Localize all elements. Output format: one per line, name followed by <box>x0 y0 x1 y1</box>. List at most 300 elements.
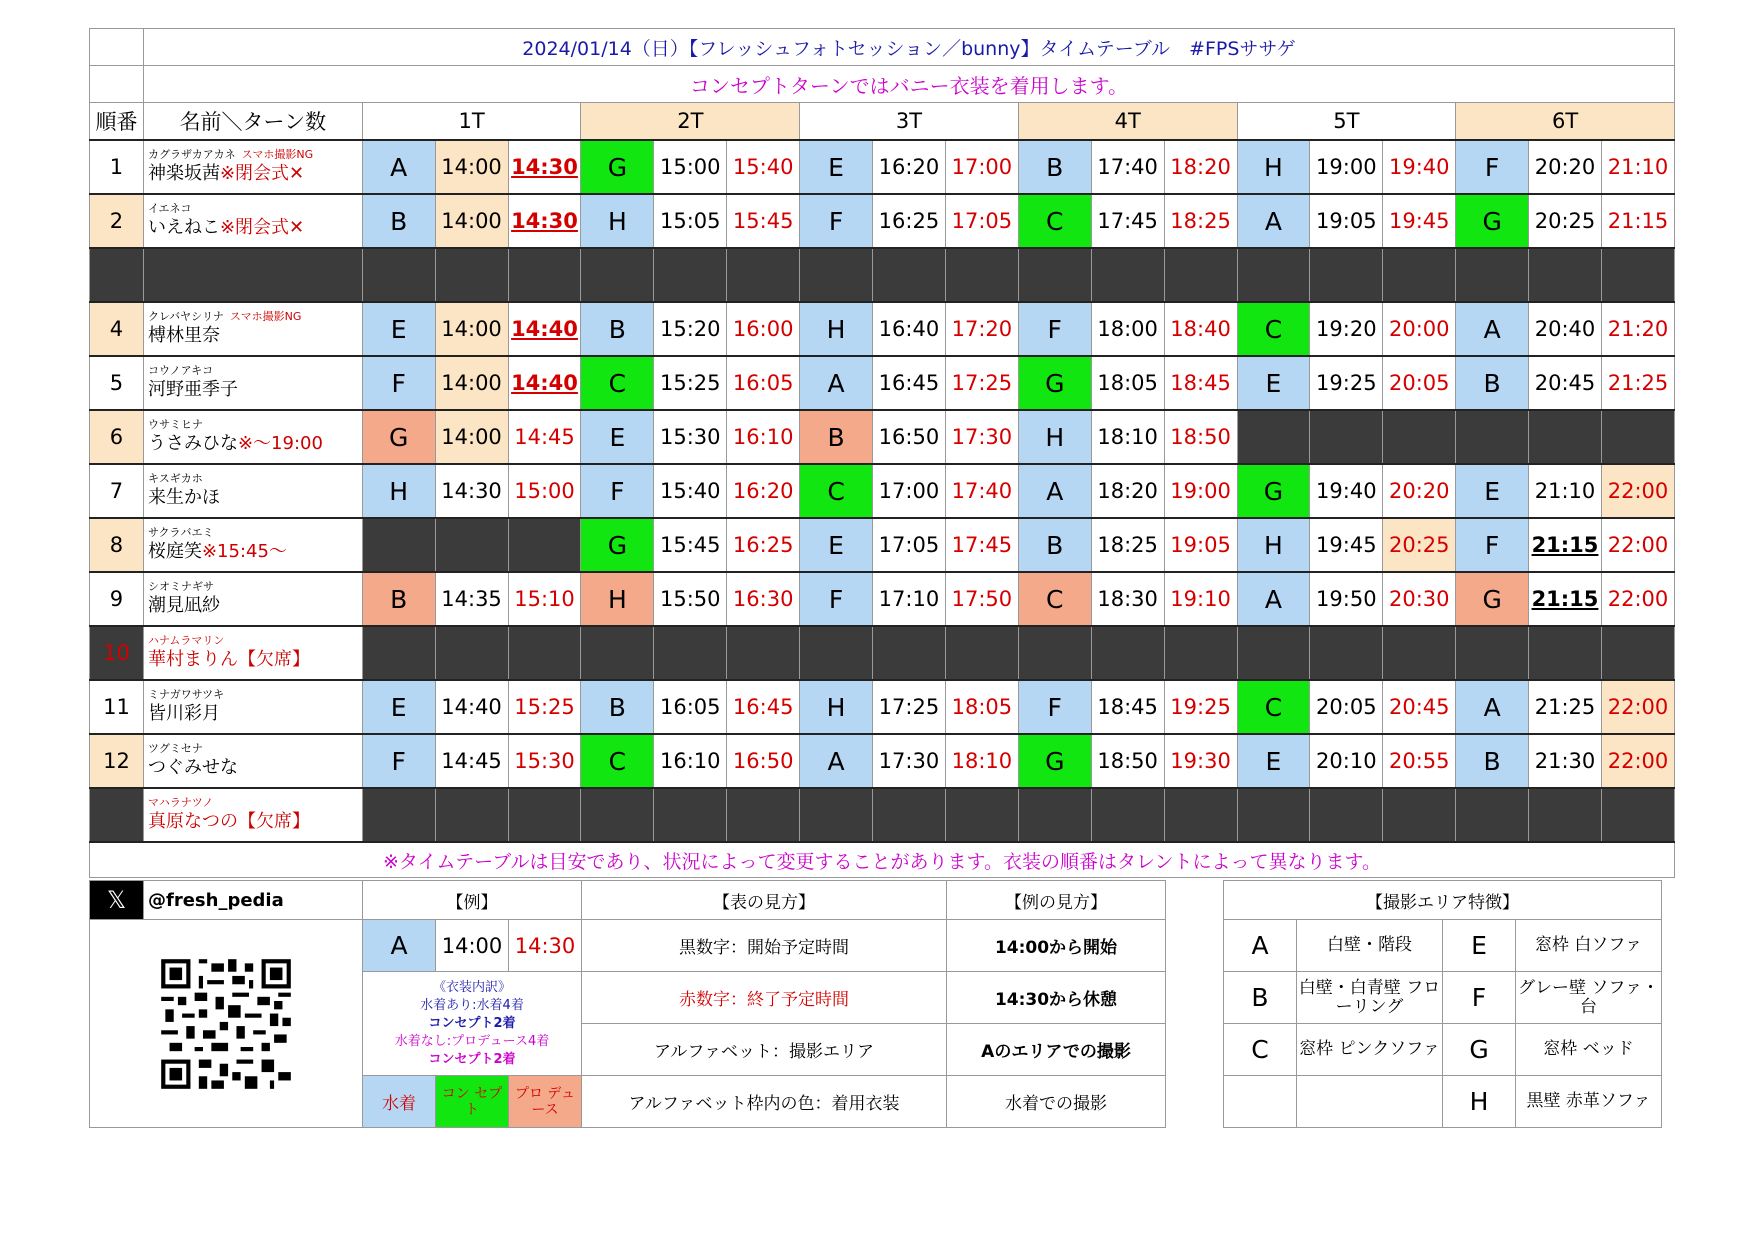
end-time: 19:30 <box>1164 734 1237 788</box>
end-time: 17:20 <box>945 302 1018 356</box>
example-end-time: 14:30 <box>509 920 582 972</box>
start-time: 20:40 <box>1529 302 1602 356</box>
start-time: 14:30 <box>435 464 508 518</box>
start-time: 20:20 <box>1529 140 1602 194</box>
example-howto-end: 14:30から休憩 <box>947 972 1166 1024</box>
end-time: 15:25 <box>508 680 581 734</box>
end-time: 20:25 <box>1383 518 1456 572</box>
area-letter: G <box>581 518 654 572</box>
howto-area: アルファベット：撮影エリア <box>582 1024 947 1076</box>
area-letter: H <box>1443 1076 1516 1128</box>
end-time: 17:30 <box>945 410 1018 464</box>
kana-text: ツグミセナ <box>147 742 203 755</box>
end-time: 18:05 <box>945 680 1018 734</box>
turn-header: 1T <box>362 103 581 141</box>
name-text: うさみひな <box>147 433 238 454</box>
smartphone-ng-badge: スマホ撮影NG <box>241 148 314 161</box>
empty-slot <box>1018 626 1091 680</box>
performer-name <box>148 810 362 834</box>
start-time: 21:25 <box>1529 680 1602 734</box>
area-letter: B <box>581 302 654 356</box>
empty-slot <box>1601 410 1674 464</box>
name-text: 榑林里奈 <box>147 325 220 346</box>
start-time: 18:00 <box>1091 302 1164 356</box>
start-time: 16:10 <box>654 734 727 788</box>
area-letter: G <box>581 140 654 194</box>
empty-slot <box>1164 626 1237 680</box>
performer-name <box>148 702 362 726</box>
swatch-produce: プロ デュース <box>509 1076 582 1128</box>
performer-name <box>148 162 362 186</box>
empty-row-cell <box>1529 248 1602 302</box>
kana-text: マハラナツノ <box>147 796 214 809</box>
end-time: 19:40 <box>1383 140 1456 194</box>
start-time: 18:30 <box>1091 572 1164 626</box>
area-letter: A <box>800 734 873 788</box>
kana-text: ウサミヒナ <box>147 418 203 431</box>
table-row <box>90 464 1675 518</box>
performer-name <box>148 540 362 564</box>
area-letter: F <box>1456 140 1529 194</box>
empty-slot <box>1383 788 1456 842</box>
name-text: 河野亜季子 <box>147 379 238 400</box>
swatch-concept: コン セプト <box>436 1076 509 1128</box>
kana-text: サクラバエミ <box>147 526 214 539</box>
empty-slot <box>581 626 654 680</box>
area-letter: C <box>1018 194 1091 248</box>
start-time: 16:40 <box>872 302 945 356</box>
end-time: 15:45 <box>727 194 800 248</box>
example-header: 【例】 <box>363 881 582 920</box>
end-time: 21:15 <box>1601 194 1674 248</box>
empty-slot <box>1018 788 1091 842</box>
area-letter: A <box>362 140 435 194</box>
performer-name-cell <box>143 626 362 680</box>
start-time: 21:30 <box>1529 734 1602 788</box>
end-time: 15:30 <box>508 734 581 788</box>
area-letter: G <box>362 410 435 464</box>
footnote: ※タイムテーブルは目安であり、状況によって変更することがあります。衣装の順番はタレントによって異なります。 <box>90 842 1675 878</box>
name-text: つぐみせな <box>147 757 238 778</box>
name-kana <box>148 634 362 648</box>
empty-slot <box>654 788 727 842</box>
end-time: 14:30 <box>508 140 581 194</box>
empty-slot <box>1456 410 1529 464</box>
performer-name-cell <box>143 302 362 356</box>
kana-text: キスギカホ <box>147 472 203 485</box>
end-time: 19:25 <box>1164 680 1237 734</box>
area-letter: G <box>1456 572 1529 626</box>
row-number: 12 <box>90 734 144 788</box>
start-time: 16:20 <box>872 140 945 194</box>
start-time: 14:00 <box>435 302 508 356</box>
empty-row-cell <box>143 248 362 302</box>
area-desc: 窓枠 ベッド <box>1516 1024 1662 1076</box>
end-time: 16:25 <box>727 518 800 572</box>
empty-row-cell <box>872 248 945 302</box>
start-time: 14:00 <box>435 410 508 464</box>
kana-text: シオミナギサ <box>147 580 214 593</box>
end-time: 16:45 <box>727 680 800 734</box>
start-time: 19:00 <box>1310 140 1383 194</box>
row-number: 4 <box>90 302 144 356</box>
name-text: 桜庭笑 <box>147 541 202 562</box>
end-time: 20:45 <box>1383 680 1456 734</box>
start-time: 15:20 <box>654 302 727 356</box>
empty-slot <box>362 626 435 680</box>
area-letter: H <box>800 680 873 734</box>
start-time: 18:45 <box>1091 680 1164 734</box>
start-time: 17:45 <box>1091 194 1164 248</box>
x-logo-icon: 𝕏 <box>90 881 144 920</box>
area-letter: B <box>1456 356 1529 410</box>
kana-text: イエネコ <box>147 202 192 215</box>
area-letter: E <box>362 302 435 356</box>
start-time: 18:25 <box>1091 518 1164 572</box>
end-time: 15:10 <box>508 572 581 626</box>
name-kana <box>148 310 362 324</box>
table-row <box>90 572 1675 626</box>
start-time: 14:40 <box>435 680 508 734</box>
area-letter: E <box>1237 734 1310 788</box>
end-time: 20:55 <box>1383 734 1456 788</box>
performer-name-cell <box>143 356 362 410</box>
area-letter: G <box>1018 734 1091 788</box>
concept-notice: コンセプトターンではバニー衣装を着用します。 <box>143 66 1674 103</box>
end-time: 17:00 <box>945 140 1018 194</box>
empty-slot <box>508 626 581 680</box>
start-time: 16:05 <box>654 680 727 734</box>
area-letter: H <box>1237 518 1310 572</box>
empty-row-cell <box>1601 248 1674 302</box>
table-row <box>90 788 1675 842</box>
end-time: 16:30 <box>727 572 800 626</box>
swatch-swim: 水着 <box>363 1076 436 1128</box>
row-number: 8 <box>90 518 144 572</box>
start-time: 14:00 <box>435 140 508 194</box>
end-time: 17:05 <box>945 194 1018 248</box>
area-letter: H <box>1018 410 1091 464</box>
start-time: 17:10 <box>872 572 945 626</box>
schedule-rows <box>90 140 1675 842</box>
end-time: 16:05 <box>727 356 800 410</box>
area-letter: F <box>362 734 435 788</box>
area-letter: H <box>581 194 654 248</box>
timetable-sheet <box>89 28 1675 878</box>
empty-slot <box>727 788 800 842</box>
area-letter: C <box>581 356 654 410</box>
end-time: 19:00 <box>1164 464 1237 518</box>
table-row <box>90 734 1675 788</box>
area-letter: B <box>1224 972 1297 1024</box>
name-kana <box>148 742 362 756</box>
start-time: 15:25 <box>654 356 727 410</box>
start-time: 17:00 <box>872 464 945 518</box>
row-number: 5 <box>90 356 144 410</box>
area-letter: C <box>1224 1024 1297 1076</box>
empty-row-cell <box>1237 248 1310 302</box>
empty-slot <box>1456 626 1529 680</box>
empty-slot <box>1601 626 1674 680</box>
area-letter: G <box>1443 1024 1516 1076</box>
end-time: 19:45 <box>1383 194 1456 248</box>
empty-row-cell <box>1456 248 1529 302</box>
area-letter: A <box>1237 572 1310 626</box>
name-text: 潮見凪紗 <box>147 595 220 616</box>
empty-row-cell <box>1310 248 1383 302</box>
empty-slot <box>727 626 800 680</box>
name-kana <box>148 202 362 216</box>
start-time: 19:20 <box>1310 302 1383 356</box>
end-time: 15:00 <box>508 464 581 518</box>
area-letter: B <box>1456 734 1529 788</box>
start-time: 17:25 <box>872 680 945 734</box>
area-letter: B <box>1018 140 1091 194</box>
area-letter: B <box>362 194 435 248</box>
costume-breakdown <box>363 972 582 1076</box>
start-time: 21:15 <box>1529 572 1602 626</box>
name-note: ※閉会式✕ <box>219 163 305 184</box>
table-row <box>90 626 1675 680</box>
name-kana <box>148 418 362 432</box>
start-time: 16:45 <box>872 356 945 410</box>
start-time: 18:20 <box>1091 464 1164 518</box>
kana-text: ハナムラマリン <box>147 634 225 647</box>
area-letter: B <box>800 410 873 464</box>
start-time: 21:10 <box>1529 464 1602 518</box>
kana-text: カグラザカアカネ <box>147 148 236 161</box>
area-letter: F <box>1443 972 1516 1024</box>
costume-line: コンセプト2着 <box>428 1051 516 1067</box>
empty-row-cell <box>581 248 654 302</box>
area-letter: C <box>1018 572 1091 626</box>
table-row <box>90 194 1675 248</box>
name-kana <box>148 472 362 486</box>
empty-row-cell <box>362 248 435 302</box>
empty-slot <box>800 788 873 842</box>
costume-line: 水着なし:プロデュース4着 <box>394 1033 550 1049</box>
performer-name <box>148 486 362 510</box>
performer-name-cell <box>143 572 362 626</box>
end-time: 21:25 <box>1601 356 1674 410</box>
empty-slot <box>435 788 508 842</box>
qr-code-icon <box>144 955 308 1093</box>
empty-slot <box>1237 410 1310 464</box>
area-desc: 白壁・階段 <box>1297 920 1443 972</box>
empty-row-cell <box>435 248 508 302</box>
empty-slot <box>1091 626 1164 680</box>
end-time: 20:30 <box>1383 572 1456 626</box>
empty-slot <box>1601 788 1674 842</box>
area-letter: B <box>581 680 654 734</box>
start-time: 17:30 <box>872 734 945 788</box>
empty-slot <box>435 518 508 572</box>
example-howto-color: 水着での撮影 <box>947 1076 1166 1128</box>
area-letter: F <box>800 194 873 248</box>
area-letter: G <box>1456 194 1529 248</box>
start-time: 19:40 <box>1310 464 1383 518</box>
empty-slot <box>362 518 435 572</box>
end-time: 14:45 <box>508 410 581 464</box>
end-time: 16:50 <box>727 734 800 788</box>
row-number: 6 <box>90 410 144 464</box>
performer-name <box>148 756 362 780</box>
performer-name-cell <box>143 680 362 734</box>
row-number: 2 <box>90 194 144 248</box>
area-letter: H <box>800 302 873 356</box>
empty-slot <box>435 626 508 680</box>
start-time: 18:50 <box>1091 734 1164 788</box>
end-time: 20:20 <box>1383 464 1456 518</box>
end-time: 22:00 <box>1601 680 1674 734</box>
turn-header: 2T <box>581 103 800 141</box>
start-time: 14:00 <box>435 194 508 248</box>
performer-name <box>148 378 362 402</box>
table-row <box>90 302 1675 356</box>
end-time: 17:45 <box>945 518 1018 572</box>
performer-name <box>148 216 362 240</box>
end-time: 14:40 <box>508 356 581 410</box>
start-time: 17:05 <box>872 518 945 572</box>
empty-slot <box>945 788 1018 842</box>
timetable <box>89 28 1675 878</box>
area-letter: E <box>581 410 654 464</box>
page-title: 2024/01/14（日）【フレッシュフォトセッション／bunny】タイムテーブル #FPSササゲ <box>143 29 1674 66</box>
empty-row-cell <box>1018 248 1091 302</box>
start-time: 15:45 <box>654 518 727 572</box>
end-time: 18:50 <box>1164 410 1237 464</box>
name-note: ※閉会式✕ <box>219 217 305 238</box>
area-desc: 窓枠 ピンクソファ <box>1297 1024 1443 1076</box>
performer-name-cell <box>143 410 362 464</box>
end-time: 22:00 <box>1601 572 1674 626</box>
empty-slot <box>1529 626 1602 680</box>
empty-slot <box>362 788 435 842</box>
name-kana <box>148 364 362 378</box>
empty-slot <box>1237 626 1310 680</box>
example-howto-header: 【例の見方】 <box>947 881 1166 920</box>
area-desc: 黒壁 赤革ソファ <box>1516 1076 1662 1128</box>
start-time: 14:35 <box>435 572 508 626</box>
performer-name-cell <box>143 734 362 788</box>
end-time: 22:00 <box>1601 518 1674 572</box>
end-time: 17:40 <box>945 464 1018 518</box>
empty-slot <box>800 626 873 680</box>
start-time: 19:50 <box>1310 572 1383 626</box>
performer-name-cell <box>143 140 362 194</box>
empty-slot <box>1310 788 1383 842</box>
table-row <box>90 410 1675 464</box>
area-letter: E <box>1443 920 1516 972</box>
end-time: 17:25 <box>945 356 1018 410</box>
howto-start: 黒数字：開始予定時間 <box>582 920 947 972</box>
table-row <box>90 680 1675 734</box>
area-letter: F <box>1018 302 1091 356</box>
area-letter: A <box>1237 194 1310 248</box>
name-text: いえねこ <box>147 217 220 238</box>
empty-row-cell <box>800 248 873 302</box>
name-text: 神楽坂茜 <box>147 163 220 184</box>
order-header: 順番 <box>90 103 144 141</box>
area-letter: C <box>1237 680 1310 734</box>
table-row <box>90 518 1675 572</box>
empty-row-cell <box>508 248 581 302</box>
howto-header: 【表の見方】 <box>582 881 947 920</box>
turn-header: 5T <box>1237 103 1456 141</box>
name-note: ※～19:00 <box>237 433 323 454</box>
empty-cell <box>1224 1076 1297 1128</box>
area-letter: F <box>800 572 873 626</box>
area-letter: A <box>1224 920 1297 972</box>
empty-slot <box>1091 788 1164 842</box>
qr-code[interactable] <box>90 920 363 1128</box>
name-text: 来生かほ <box>147 487 220 508</box>
end-time: 20:05 <box>1383 356 1456 410</box>
end-time: 21:10 <box>1601 140 1674 194</box>
performer-name-cell <box>143 788 362 842</box>
row-number: 1 <box>90 140 144 194</box>
area-desc: グレー壁 ソファ・台 <box>1516 972 1662 1024</box>
empty-cell <box>1297 1076 1443 1128</box>
start-time: 14:45 <box>435 734 508 788</box>
empty-slot <box>1310 626 1383 680</box>
area-letter: A <box>1018 464 1091 518</box>
turn-header: 6T <box>1456 103 1675 141</box>
example-area-letter: A <box>363 920 436 972</box>
start-time: 15:30 <box>654 410 727 464</box>
performer-name <box>148 594 362 618</box>
performer-name <box>148 432 362 456</box>
social-handle[interactable]: @fresh_pedia <box>144 881 363 920</box>
area-desc: 窓枠 白ソファ <box>1516 920 1662 972</box>
area-letter: H <box>581 572 654 626</box>
performer-name <box>148 648 362 672</box>
empty-slot <box>1456 788 1529 842</box>
row-number: 9 <box>90 572 144 626</box>
empty-row-cell <box>727 248 800 302</box>
turn-header: 3T <box>800 103 1019 141</box>
area-letter: G <box>1237 464 1310 518</box>
end-time: 16:10 <box>727 410 800 464</box>
empty-slot <box>1383 626 1456 680</box>
end-time: 14:30 <box>508 194 581 248</box>
example-howto-start: 14:00から開始 <box>947 920 1166 972</box>
howto-end: 赤数字：終了予定時間 <box>582 972 947 1024</box>
area-letter: F <box>1018 680 1091 734</box>
empty-row-cell <box>1383 248 1456 302</box>
area-letter: C <box>1237 302 1310 356</box>
start-time: 15:50 <box>654 572 727 626</box>
end-time: 17:50 <box>945 572 1018 626</box>
start-time: 21:15 <box>1529 518 1602 572</box>
area-letter: E <box>362 680 435 734</box>
costume-line: コンセプト2着 <box>428 1015 516 1031</box>
empty-slot <box>872 788 945 842</box>
turn-header: 4T <box>1018 103 1237 141</box>
howto-color: アルファベット枠内の色：着用衣装 <box>582 1076 947 1128</box>
area-letter: A <box>1456 302 1529 356</box>
example-start-time: 14:00 <box>436 920 509 972</box>
performer-name-cell <box>143 518 362 572</box>
end-time: 16:20 <box>727 464 800 518</box>
performer-name-cell <box>143 464 362 518</box>
start-time: 19:05 <box>1310 194 1383 248</box>
end-time: 18:25 <box>1164 194 1237 248</box>
start-time: 20:25 <box>1529 194 1602 248</box>
start-time: 15:00 <box>654 140 727 194</box>
area-letter: E <box>1237 356 1310 410</box>
name-note: ※15:45～ <box>201 541 287 562</box>
